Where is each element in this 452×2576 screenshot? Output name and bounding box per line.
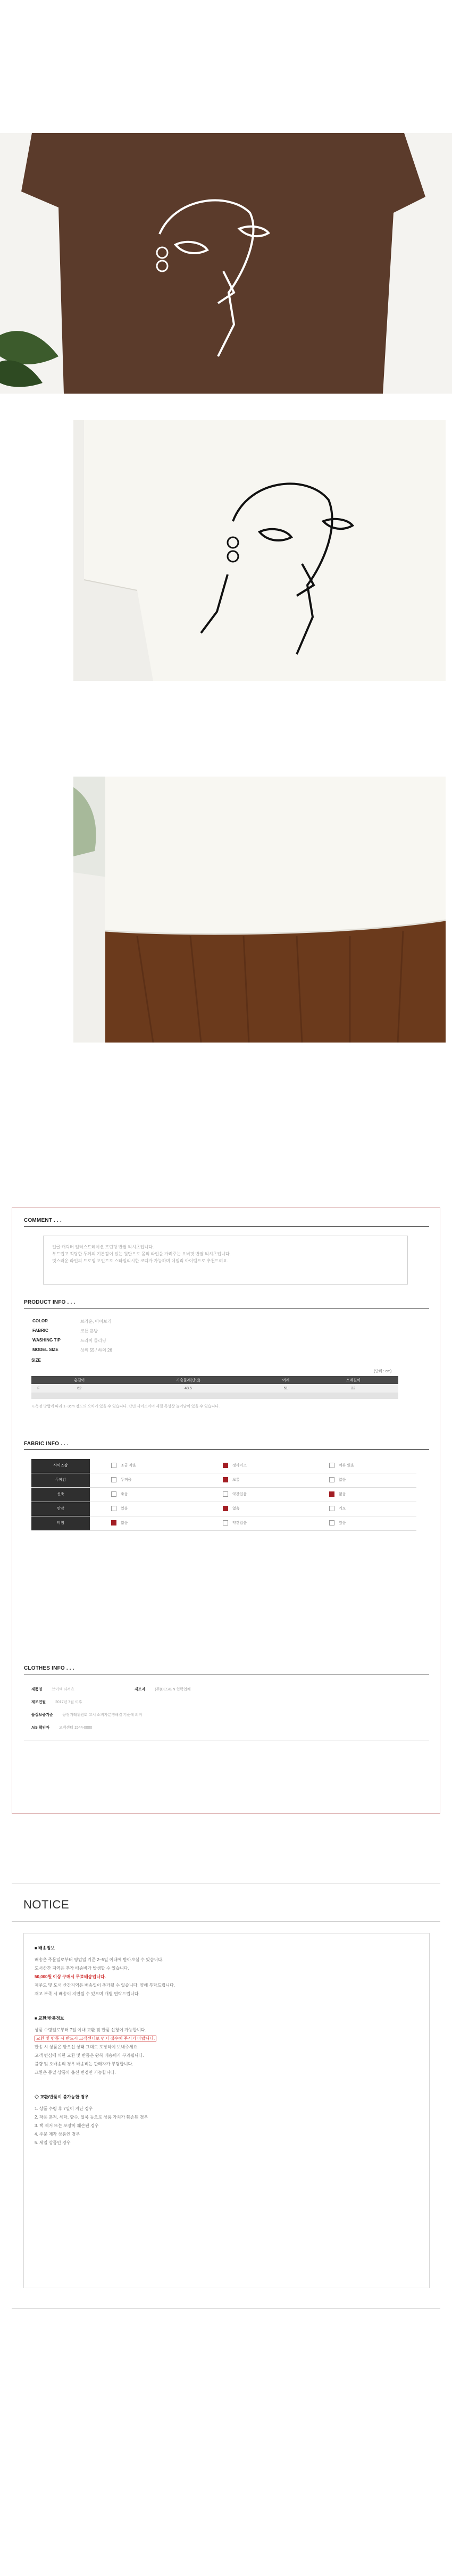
checkbox-checked[interactable] xyxy=(223,1506,228,1511)
table-row xyxy=(31,1384,398,1393)
checkbox[interactable] xyxy=(223,1520,228,1525)
fabric-row-label: 비침 xyxy=(31,1516,90,1530)
comment-line: 부드럽고 적당한 두께의 기본감이 있는 원단으로 몸의 라인을 가려주는 오버핏 반팔 티셔츠입니다. xyxy=(52,1252,231,1256)
size-table xyxy=(31,1376,398,1399)
fabric-option-label: 있음 xyxy=(121,1507,128,1511)
fabric-option-label: 약간있음 xyxy=(232,1493,247,1496)
comment-title: COMMENT . . . xyxy=(24,1218,62,1223)
size-header: 총길이 xyxy=(46,1376,113,1384)
notice-box xyxy=(23,1933,430,2288)
size-note: ※측정 방법에 따라 1~3cm 정도의 오차가 있을 수 있습니다. 단면 사이즈이며 재질 특성상 늘어남이 있을 수 있습니다. xyxy=(31,1405,220,1408)
notice-text: 5. 세일 상품인 경우 xyxy=(35,2140,71,2145)
clothes-value: (주)DESIGN 협력업체 xyxy=(155,1688,191,1691)
clothes-row xyxy=(31,1699,82,1705)
size-cell: 51 xyxy=(263,1384,308,1393)
checkbox[interactable] xyxy=(329,1520,334,1525)
spec-key: MODEL SIZE xyxy=(32,1347,58,1352)
clothes-info-title: CLOTHES INFO . . . xyxy=(24,1665,74,1671)
comment-rule xyxy=(24,1226,429,1227)
fabric-option-label: 얇음 xyxy=(339,1478,346,1482)
fabric-option[interactable] xyxy=(329,1473,346,1487)
notice-heading xyxy=(35,1945,55,1951)
notice-bottom-rule xyxy=(12,2308,440,2309)
notice-line xyxy=(35,1991,140,1997)
fabric-row xyxy=(31,1473,416,1488)
fabric-row xyxy=(31,1459,416,1473)
fabric-option-label: 없음 xyxy=(339,1493,346,1496)
fabric-option-label: 없음 xyxy=(232,1507,240,1511)
fabric-option[interactable] xyxy=(329,1516,346,1530)
fabric-info-title: FABRIC INFO . . . xyxy=(24,1441,69,1447)
fabric-row xyxy=(31,1502,416,1516)
product-photo-ivory-styled xyxy=(73,777,446,1043)
spec-value: 브라운, 아이보리 xyxy=(80,1319,112,1324)
fabric-option-label: 없음 xyxy=(121,1521,128,1525)
fabric-option[interactable] xyxy=(329,1502,346,1516)
notice-title: NOTICE xyxy=(23,1898,70,1911)
notice-line xyxy=(35,2044,139,2050)
fabric-option-label: 기모 xyxy=(339,1507,346,1511)
notice-text: 교환 및 반품 시 반드시 고객센터로 먼저 접수해 주시기 바랍니다. xyxy=(35,2036,156,2041)
fabric-row-label: 사이즈감 xyxy=(31,1459,90,1473)
fabric-option[interactable] xyxy=(111,1488,128,1502)
fabric-option[interactable] xyxy=(223,1459,247,1473)
clothes-key: 제조자 xyxy=(135,1688,146,1691)
notice-text: 1. 상품 수령 후 7일이 지난 경우 xyxy=(35,2106,93,2111)
notice-line xyxy=(35,2140,70,2146)
notice-line xyxy=(35,1974,106,1980)
clothes-key: 제조연월 xyxy=(31,1700,46,1704)
fabric-option[interactable] xyxy=(223,1473,240,1487)
clothes-value: 브이넥 티셔츠 xyxy=(52,1688,74,1691)
notice-line xyxy=(35,2114,148,2120)
fabric-row xyxy=(31,1488,416,1502)
checkbox[interactable] xyxy=(111,1463,116,1468)
fabric-option[interactable] xyxy=(223,1502,240,1516)
notice-line xyxy=(35,2053,144,2058)
notice-text: 2. 착용 흔적, 세탁, 향수, 얼룩 등으로 상품 가치가 훼손된 경우 xyxy=(35,2115,148,2120)
notice-text: 도서산간 지역은 추가 배송비가 발생할 수 있습니다. xyxy=(35,1966,129,1971)
clothes-key: 제품명 xyxy=(31,1688,43,1691)
fabric-row-label: 신축 xyxy=(31,1488,90,1502)
size-cell: 22 xyxy=(308,1384,398,1393)
product-info-title: PRODUCT INFO . . . xyxy=(24,1299,76,1305)
fabric-option-label: 정사이즈 xyxy=(232,1464,247,1468)
spec-key: WASHING TIP xyxy=(32,1338,61,1343)
size-cell: 62 xyxy=(46,1384,113,1393)
fabric-option-label: 좋음 xyxy=(121,1493,128,1496)
size-cell: 48.5 xyxy=(113,1384,264,1393)
checkbox[interactable] xyxy=(111,1477,116,1482)
spec-key: FABRIC xyxy=(32,1328,48,1333)
notice-line xyxy=(35,2061,133,2067)
product-photo-brown xyxy=(0,133,452,394)
size-unit: (단위 : cm) xyxy=(374,1370,392,1373)
checkbox[interactable] xyxy=(223,1491,228,1497)
fabric-row-label: 두께감 xyxy=(31,1473,90,1487)
fabric-option[interactable] xyxy=(111,1473,131,1487)
fabric-option[interactable] xyxy=(223,1488,247,1502)
fabric-option[interactable] xyxy=(329,1459,354,1473)
fabric-info-rule xyxy=(24,1449,429,1450)
checkbox[interactable] xyxy=(111,1506,116,1511)
spec-key: COLOR xyxy=(32,1319,48,1323)
notice-line xyxy=(35,2123,98,2129)
notice-line xyxy=(35,2131,80,2137)
checkbox[interactable] xyxy=(329,1506,334,1511)
clothes-key: A/S 책임자 xyxy=(31,1726,49,1730)
fabric-option[interactable] xyxy=(111,1502,128,1516)
size-label: SIZE xyxy=(31,1358,41,1363)
notice-title-rule xyxy=(12,1921,440,1922)
checkbox-checked[interactable] xyxy=(223,1463,228,1468)
notice-heading xyxy=(35,2094,89,2100)
size-cell: F xyxy=(31,1384,46,1393)
fabric-option[interactable] xyxy=(223,1516,247,1530)
product-photo-ivory xyxy=(73,420,446,681)
notice-line xyxy=(35,2036,156,2041)
notice-line xyxy=(35,2027,146,2033)
comment-line: 얼굴 캐릭터 일러스트레이션 프린팅 반팔 티셔츠입니다. xyxy=(52,1245,154,1249)
clothes-row xyxy=(31,1725,92,1730)
clothes-row xyxy=(31,1712,142,1718)
size-header: 소매길이 xyxy=(308,1376,398,1384)
spec-value: 코튼 혼방 xyxy=(80,1329,98,1333)
product-info-panel xyxy=(12,1207,440,1814)
fabric-option-label: 보통 xyxy=(232,1478,240,1482)
checkbox[interactable] xyxy=(111,1491,116,1497)
checkbox-checked[interactable] xyxy=(223,1477,228,1482)
notice-line xyxy=(35,2106,93,2112)
clothes-value: 고객센터 1544-0000 xyxy=(58,1726,93,1730)
notice-text: 제주도 및 도서 산간지역은 배송일이 추가될 수 있습니다. 양해 부탁드립니다. xyxy=(35,1983,175,1988)
notice-text: 고객 변심에 의한 교환 및 반품은 왕복 배송비가 부과됩니다. xyxy=(35,2053,144,2058)
checkbox[interactable] xyxy=(329,1463,334,1468)
checkbox-checked[interactable] xyxy=(329,1491,334,1497)
fabric-row-label: 안감 xyxy=(31,1502,90,1516)
notice-text: 배송은 주문일로부터 영업일 기준 2~5일 이내에 받아보실 수 있습니다. xyxy=(35,1957,164,1962)
fabric-option[interactable] xyxy=(111,1459,136,1473)
notice-line xyxy=(35,1957,163,1963)
size-header: 어깨 xyxy=(263,1376,308,1384)
notice-text: 반송 시 상품은 받으신 상태 그대로 포장하여 보내주세요. xyxy=(35,2045,139,2049)
size-header xyxy=(31,1376,46,1384)
notice-line xyxy=(35,2070,115,2075)
notice-text: 4. 주문 제작 상품인 경우 xyxy=(35,2132,80,2137)
fabric-option-label: 있음 xyxy=(339,1521,346,1525)
notice-text: ◇ 교환/반품이 불가능한 경우 xyxy=(35,2095,89,2099)
fabric-option-label: 여유 있음 xyxy=(339,1464,354,1468)
fabric-grid xyxy=(31,1459,416,1531)
clothes-key: 품질보증기준 xyxy=(31,1713,53,1717)
clothes-row xyxy=(135,1687,191,1692)
size-header: 가슴둘레(단면) xyxy=(113,1376,264,1384)
fabric-option-label: 두꺼움 xyxy=(121,1478,132,1482)
checkbox[interactable] xyxy=(329,1477,334,1482)
fabric-option-label: 약간있음 xyxy=(232,1521,247,1525)
spec-value: 드라이 클리닝 xyxy=(80,1338,106,1343)
fabric-option[interactable] xyxy=(111,1516,128,1530)
comment-box xyxy=(43,1236,408,1285)
notice-text: 50,000원 이상 구매시 무료배송입니다. xyxy=(35,1974,106,1979)
fabric-option[interactable] xyxy=(329,1488,346,1502)
checkbox-checked[interactable] xyxy=(111,1520,116,1525)
notice-text: 불량 및 오배송의 경우 배송비는 판매자가 부담합니다. xyxy=(35,2062,133,2066)
spec-value: 상의 55 / 하의 26 xyxy=(80,1348,112,1353)
notice-line xyxy=(35,1982,175,1988)
fabric-option-label: 조금 작음 xyxy=(121,1464,136,1468)
fabric-row xyxy=(31,1516,416,1531)
notice-text: 재고 부족 시 배송이 지연될 수 있으며 개별 연락드립니다. xyxy=(35,1991,140,1996)
notice-text: 상품 수령일로부터 7일 이내 교환 및 반품 신청이 가능합니다. xyxy=(35,2028,146,2032)
clothes-row xyxy=(31,1687,74,1692)
notice-heading xyxy=(35,2015,64,2021)
notice-text: ■ 교환/반품정보 xyxy=(35,2016,64,2021)
clothes-value: 공정거래위원회 고시 소비자분쟁해결 기준에 의거 xyxy=(62,1713,143,1717)
clothes-value: 2017년 7월 이후 xyxy=(55,1700,82,1704)
comment-line: 멋스러운 라인의 드로잉 포인트로 스타일리시한 코디가 가능하며 데일리 아이템으로 추천드려요. xyxy=(52,1258,229,1263)
notice-text: ■ 배송정보 xyxy=(35,1946,55,1950)
notice-text: 3. 택 제거 또는 포장이 훼손된 경우 xyxy=(35,2123,99,2128)
table-row-blank xyxy=(31,1393,398,1399)
notice-line xyxy=(35,1965,129,1971)
notice-text: 교환은 동일 상품의 옵션 변경만 가능합니다. xyxy=(35,2070,116,2075)
